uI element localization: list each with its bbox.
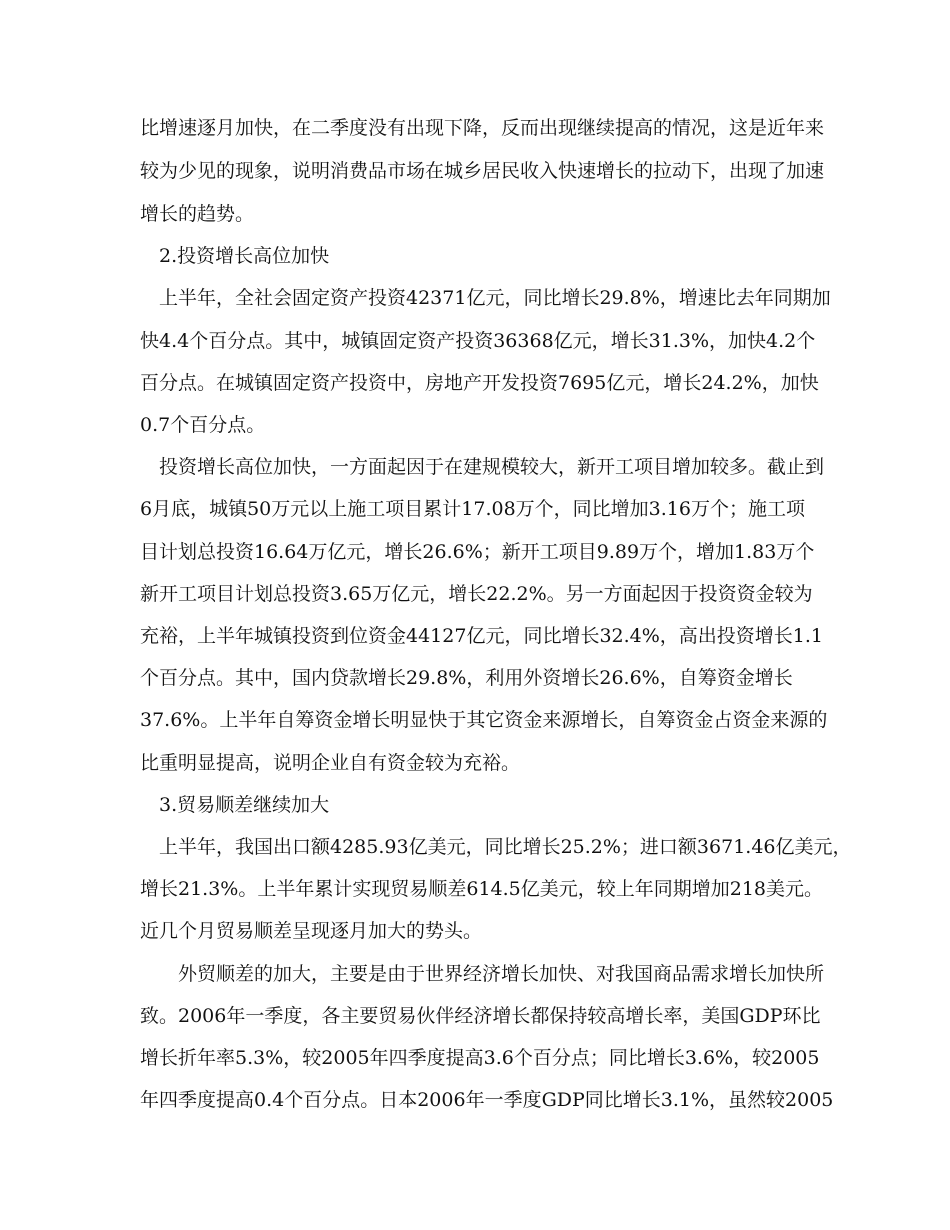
paragraph-line: 增长的趋势。 <box>140 203 255 225</box>
paragraph-line: 增长21.3%。上半年累计实现贸易顺差614.5亿美元，较上年同期增加218美元。 <box>140 878 824 900</box>
paragraph-line: 增长折年率5.3%，较2005年四季度提高3.6个百分点；同比增长3.6%，较2005 <box>140 1047 820 1069</box>
paragraph-line: 目计划总投资16.64万亿元，增长26.6%；新开工项目9.89万个，增加1.83万个 <box>140 541 815 563</box>
paragraph-line: 比重明显提高，说明企业自有资金较为充裕。 <box>140 752 521 774</box>
paragraph-line: 近几个月贸易顺差呈现逐月加大的势头。 <box>140 920 483 942</box>
section-heading: 3.贸易顺差继续加大 <box>159 794 330 816</box>
paragraph-line: 快4.4个百分点。其中，城镇固定资产投资36368亿元，增长31.3%，加快4.2个 <box>140 330 816 352</box>
paragraph-line: 较为少见的现象，说明消费品市场在城乡居民收入快速增长的拉动下，出现了加速 <box>140 160 825 182</box>
paragraph-line: 投资增长高位加快，一方面起因于在建规模较大，新开工项目增加较多。截止到 <box>159 456 825 478</box>
paragraph-line: 年四季度提高0.4个百分点。日本2006年一季度GDP同比增长3.1%，虽然较2005 <box>140 1089 834 1111</box>
paragraph-line: 充裕，上半年城镇投资到位资金44127亿元，同比增长32.4%，高出投资增长1.1 <box>140 625 824 647</box>
paragraph-line: 比增速逐月加快，在二季度没有出现下降，反而出现继续提高的情况，这是近年来 <box>140 117 825 139</box>
paragraph-line: 6月底，城镇50万元以上施工项目累计17.08万个，同比增加3.16万个；施工项 <box>140 498 805 520</box>
paragraph-line: 37.6%。上半年自筹资金增长明显快于其它资金来源增长，自筹资金占资金来源的 <box>140 709 828 731</box>
paragraph-line: 百分点。在城镇固定资产投资中，房地产开发投资7695亿元，增长24.2%，加快 <box>140 372 819 394</box>
section-heading: 2.投资增长高位加快 <box>159 245 330 267</box>
paragraph-line: 上半年，我国出口额4285.93亿美元，同比增长25.2%；进口额3671.46亿美元， <box>159 836 852 858</box>
paragraph-line: 上半年，全社会固定资产投资42371亿元，同比增长29.8%，增速比去年同期加 <box>159 287 831 309</box>
paragraph-line: 0.7个百分点。 <box>140 414 266 436</box>
paragraph-line: 致。2006年一季度，各主要贸易伙伴经济增长都保持较高增长率，美国GDP环比 <box>140 1005 821 1027</box>
paragraph-line: 新开工项目计划总投资3.65万亿元，增长22.2%。另一方面起因于投资资金较为 <box>140 583 813 605</box>
paragraph-line: 个百分点。其中，国内贷款增长29.8%，利用外资增长26.6%，自筹资金增长 <box>140 667 793 689</box>
paragraph-line: 外贸顺差的加大，主要是由于世界经济增长加快、对我国商品需求增长加快所 <box>178 963 825 985</box>
